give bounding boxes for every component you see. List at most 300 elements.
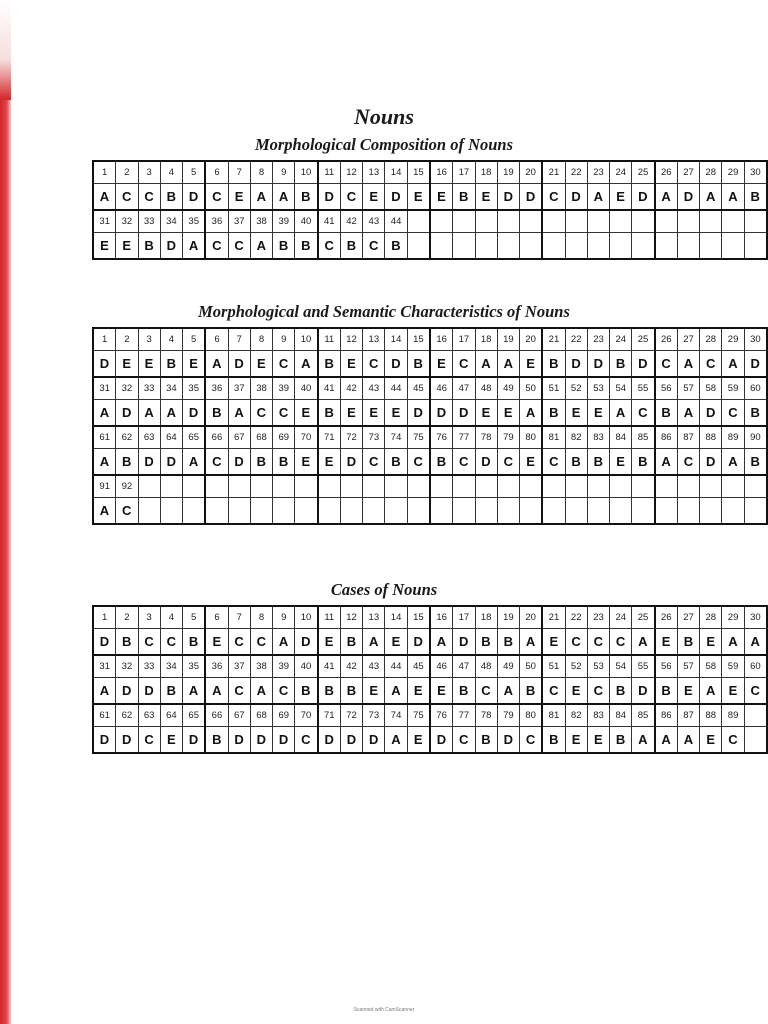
answer-cell: C xyxy=(632,400,655,427)
empty-cell xyxy=(587,475,609,498)
question-number: 74 xyxy=(385,704,407,727)
answer-cell: E xyxy=(430,678,453,705)
question-number: 25 xyxy=(632,328,655,351)
answer-cell: D xyxy=(228,727,250,754)
empty-cell xyxy=(542,210,565,233)
answer-cell: D xyxy=(700,449,722,476)
question-number: 30 xyxy=(744,606,767,629)
question-number: 36 xyxy=(205,655,228,678)
question-number: 8 xyxy=(250,328,272,351)
answer-cell: C xyxy=(542,678,565,705)
question-number: 72 xyxy=(340,704,362,727)
empty-cell xyxy=(744,498,767,525)
question-number: 31 xyxy=(93,210,116,233)
question-number: 86 xyxy=(655,426,678,449)
answer-cell: C xyxy=(318,233,341,260)
empty-cell xyxy=(722,233,744,260)
answer-cell: B xyxy=(542,400,565,427)
question-number: 18 xyxy=(475,161,497,184)
empty-cell xyxy=(475,233,497,260)
answer-cell: C xyxy=(250,629,272,656)
answer-cell: D xyxy=(677,184,699,211)
answer-cell: A xyxy=(632,727,655,754)
answer-cell: E xyxy=(542,629,565,656)
question-number-row xyxy=(93,377,767,400)
answer-cell: E xyxy=(475,400,497,427)
question-number: 62 xyxy=(116,704,138,727)
answer-cell: E xyxy=(610,184,632,211)
question-number: 44 xyxy=(385,210,407,233)
answer-cell: E xyxy=(677,678,699,705)
question-number: 16 xyxy=(430,328,453,351)
answer-cell: E xyxy=(655,629,678,656)
question-number: 60 xyxy=(744,377,767,400)
empty-cell xyxy=(655,498,678,525)
question-number: 16 xyxy=(430,606,453,629)
question-number: 65 xyxy=(183,704,206,727)
question-number: 68 xyxy=(250,426,272,449)
answer-cell: E xyxy=(407,678,430,705)
question-number: 69 xyxy=(273,704,295,727)
answer-cell: C xyxy=(138,184,160,211)
question-number: 26 xyxy=(655,328,678,351)
question-number: 45 xyxy=(407,655,430,678)
answer-cell: D xyxy=(93,727,116,754)
question-number: 34 xyxy=(160,210,182,233)
answer-cell: E xyxy=(363,678,385,705)
question-number: 22 xyxy=(565,161,587,184)
answer-cell: E xyxy=(700,727,722,754)
empty-cell xyxy=(453,475,475,498)
answer-cell: B xyxy=(610,678,632,705)
empty-cell xyxy=(700,475,722,498)
question-number: 29 xyxy=(722,328,744,351)
answer-cell: A xyxy=(677,727,699,754)
question-number: 28 xyxy=(700,328,722,351)
answer-cell: E xyxy=(475,184,497,211)
answer-cell: B xyxy=(542,351,565,378)
question-number: 64 xyxy=(160,704,182,727)
section-title-composition: Morphological Composition of Nouns xyxy=(254,135,514,154)
question-number: 61 xyxy=(93,426,116,449)
question-number: 13 xyxy=(363,161,385,184)
question-number: 77 xyxy=(453,704,475,727)
answer-cell: A xyxy=(93,400,116,427)
empty-cell xyxy=(610,210,632,233)
question-number: 40 xyxy=(295,377,318,400)
scanner-footer: Scanned with CamScanner xyxy=(353,1007,415,1013)
question-number: 41 xyxy=(318,210,341,233)
empty-cell xyxy=(160,475,182,498)
question-number: 89 xyxy=(722,426,744,449)
page-edge-top xyxy=(0,0,11,100)
question-number: 12 xyxy=(340,161,362,184)
answer-cell: D xyxy=(587,351,609,378)
answer-cell: A xyxy=(520,629,543,656)
empty-cell xyxy=(250,475,272,498)
answer-cell: A xyxy=(655,184,678,211)
question-number: 5 xyxy=(183,606,206,629)
answer-cell: D xyxy=(116,400,138,427)
question-number: 3 xyxy=(138,606,160,629)
empty-cell xyxy=(542,233,565,260)
answer-cell: C xyxy=(453,351,475,378)
question-number: 73 xyxy=(363,426,385,449)
answer-cell: A xyxy=(722,449,744,476)
empty-cell xyxy=(385,475,407,498)
answer-cell: B xyxy=(295,184,318,211)
answer-cell: C xyxy=(475,678,497,705)
question-number: 86 xyxy=(655,704,678,727)
answer-cell: E xyxy=(340,400,362,427)
answer-cell: D xyxy=(453,629,475,656)
empty-cell xyxy=(318,498,341,525)
answer-cell: E xyxy=(363,184,385,211)
answer-cell: E xyxy=(295,449,318,476)
question-number: 88 xyxy=(700,704,722,727)
answer-cell: E xyxy=(407,727,430,754)
question-number: 33 xyxy=(138,655,160,678)
empty-cell xyxy=(587,498,609,525)
answer-cell: B xyxy=(318,351,341,378)
question-number: 54 xyxy=(610,655,632,678)
question-number: 14 xyxy=(385,161,407,184)
answer-cell: D xyxy=(430,400,453,427)
answer-cell: E xyxy=(183,351,206,378)
empty-cell xyxy=(542,498,565,525)
empty-cell xyxy=(565,498,587,525)
answer-row xyxy=(93,629,767,656)
question-number: 57 xyxy=(677,655,699,678)
question-number: 37 xyxy=(228,210,250,233)
question-number-row xyxy=(93,475,767,498)
answer-cell: E xyxy=(116,233,138,260)
answer-grid-cases xyxy=(92,605,768,754)
question-number: 14 xyxy=(385,606,407,629)
answer-cell: A xyxy=(183,449,206,476)
empty-cell xyxy=(587,210,609,233)
answer-cell: C xyxy=(677,449,699,476)
question-number: 49 xyxy=(497,655,519,678)
question-number: 37 xyxy=(228,655,250,678)
answer-cell: D xyxy=(183,184,206,211)
answer-cell: B xyxy=(655,678,678,705)
empty-cell xyxy=(407,475,430,498)
question-number: 17 xyxy=(453,328,475,351)
answer-cell: C xyxy=(453,449,475,476)
empty-cell xyxy=(632,498,655,525)
empty-cell xyxy=(497,475,519,498)
answer-cell: D xyxy=(632,351,655,378)
answer-cell: A xyxy=(520,400,543,427)
question-number: 28 xyxy=(700,606,722,629)
empty-cell xyxy=(250,498,272,525)
empty-cell xyxy=(497,233,519,260)
question-number: 78 xyxy=(475,704,497,727)
answer-cell: A xyxy=(183,678,206,705)
question-number: 35 xyxy=(183,655,206,678)
answer-cell: C xyxy=(273,351,295,378)
question-number: 23 xyxy=(587,328,609,351)
question-number: 56 xyxy=(655,655,678,678)
answer-cell: E xyxy=(295,400,318,427)
question-number-row xyxy=(93,426,767,449)
answer-cell: C xyxy=(205,449,228,476)
empty-cell xyxy=(565,233,587,260)
question-number: 29 xyxy=(722,161,744,184)
answer-cell: D xyxy=(430,727,453,754)
answer-cell: B xyxy=(295,678,318,705)
answer-cell: E xyxy=(138,351,160,378)
answer-cell: C xyxy=(520,727,543,754)
question-number: 4 xyxy=(160,161,182,184)
answer-cell: E xyxy=(565,727,587,754)
question-number: 38 xyxy=(250,655,272,678)
question-number: 10 xyxy=(295,161,318,184)
question-number: 9 xyxy=(273,328,295,351)
question-number: 80 xyxy=(520,704,543,727)
answer-cell: D xyxy=(363,727,385,754)
answer-cell: A xyxy=(677,351,699,378)
question-number: 11 xyxy=(318,161,341,184)
question-number: 38 xyxy=(250,377,272,400)
answer-cell: A xyxy=(273,184,295,211)
question-number: 18 xyxy=(475,328,497,351)
answer-cell: E xyxy=(407,184,430,211)
answer-cell: B xyxy=(520,678,543,705)
answer-cell: A xyxy=(273,629,295,656)
question-number: 36 xyxy=(205,377,228,400)
answer-cell: C xyxy=(273,400,295,427)
answer-cell: D xyxy=(632,678,655,705)
empty-cell xyxy=(160,498,182,525)
empty-cell xyxy=(430,210,453,233)
question-number: 70 xyxy=(295,426,318,449)
question-number: 76 xyxy=(430,426,453,449)
answer-cell: B xyxy=(183,629,206,656)
answer-cell: A xyxy=(497,678,519,705)
answer-row xyxy=(93,727,767,754)
empty-cell xyxy=(744,704,767,727)
answer-cell: E xyxy=(520,449,543,476)
answer-cell: C xyxy=(138,727,160,754)
question-number: 13 xyxy=(363,606,385,629)
answer-cell: B xyxy=(430,449,453,476)
answer-cell: C xyxy=(116,498,138,525)
question-number: 43 xyxy=(363,377,385,400)
empty-cell xyxy=(407,498,430,525)
question-number: 83 xyxy=(587,704,609,727)
question-number: 81 xyxy=(542,426,565,449)
answer-cell: E xyxy=(722,678,744,705)
answer-cell: D xyxy=(407,400,430,427)
question-number: 92 xyxy=(116,475,138,498)
answer-cell: E xyxy=(385,629,407,656)
empty-cell xyxy=(340,475,362,498)
answer-cell: D xyxy=(93,629,116,656)
answer-cell: C xyxy=(116,184,138,211)
answer-cell: C xyxy=(497,449,519,476)
answer-cell: B xyxy=(138,233,160,260)
empty-cell xyxy=(183,475,206,498)
answer-row xyxy=(93,400,767,427)
question-number: 47 xyxy=(453,655,475,678)
answer-cell: E xyxy=(587,727,609,754)
question-number: 20 xyxy=(520,328,543,351)
empty-cell xyxy=(610,475,632,498)
question-number-row xyxy=(93,161,767,184)
question-number-row xyxy=(93,606,767,629)
answer-cell: D xyxy=(520,184,543,211)
empty-cell xyxy=(430,233,453,260)
answer-cell: B xyxy=(160,184,182,211)
question-number: 43 xyxy=(363,655,385,678)
question-number: 73 xyxy=(363,704,385,727)
question-number: 45 xyxy=(407,377,430,400)
answer-cell: E xyxy=(250,351,272,378)
answer-cell: B xyxy=(340,678,362,705)
answer-cell: D xyxy=(318,184,341,211)
question-number: 9 xyxy=(273,161,295,184)
question-number: 71 xyxy=(318,704,341,727)
question-number: 24 xyxy=(610,606,632,629)
question-number: 71 xyxy=(318,426,341,449)
answer-cell: B xyxy=(744,184,767,211)
answer-cell: E xyxy=(430,184,453,211)
answer-cell: D xyxy=(183,727,206,754)
question-number: 84 xyxy=(610,426,632,449)
answer-cell: A xyxy=(655,449,678,476)
empty-cell xyxy=(138,498,160,525)
question-number: 79 xyxy=(497,704,519,727)
question-number: 52 xyxy=(565,655,587,678)
question-number: 87 xyxy=(677,426,699,449)
question-number: 1 xyxy=(93,328,116,351)
answer-cell: A xyxy=(363,629,385,656)
answer-cell: C xyxy=(250,400,272,427)
answer-grid-composition xyxy=(92,160,768,260)
empty-cell xyxy=(744,475,767,498)
answer-cell: B xyxy=(744,449,767,476)
question-number: 27 xyxy=(677,606,699,629)
question-number: 42 xyxy=(340,655,362,678)
question-number: 1 xyxy=(93,161,116,184)
empty-cell xyxy=(632,210,655,233)
question-number: 8 xyxy=(250,161,272,184)
answer-cell: D xyxy=(116,727,138,754)
answer-cell: C xyxy=(542,449,565,476)
question-number: 18 xyxy=(475,606,497,629)
answer-cell: A xyxy=(93,498,116,525)
answer-cell: C xyxy=(340,184,362,211)
answer-cell: B xyxy=(744,400,767,427)
empty-cell xyxy=(744,727,767,754)
answer-cell: C xyxy=(542,184,565,211)
answer-cell: B xyxy=(655,400,678,427)
answer-cell: B xyxy=(340,629,362,656)
question-number: 25 xyxy=(632,161,655,184)
question-number: 11 xyxy=(318,606,341,629)
empty-cell xyxy=(610,498,632,525)
answer-cell: A xyxy=(655,727,678,754)
question-number: 23 xyxy=(587,161,609,184)
empty-cell xyxy=(677,233,699,260)
answer-cell: B xyxy=(475,727,497,754)
empty-cell xyxy=(700,233,722,260)
question-number: 80 xyxy=(520,426,543,449)
answer-row xyxy=(93,351,767,378)
answer-cell: A xyxy=(587,184,609,211)
answer-cell: A xyxy=(722,351,744,378)
empty-cell xyxy=(475,498,497,525)
question-number: 57 xyxy=(677,377,699,400)
empty-cell xyxy=(565,475,587,498)
answer-cell: A xyxy=(160,400,182,427)
question-number: 20 xyxy=(520,161,543,184)
answer-cell: D xyxy=(385,184,407,211)
empty-cell xyxy=(205,498,228,525)
answer-cell: B xyxy=(453,678,475,705)
answer-cell: E xyxy=(565,400,587,427)
empty-cell xyxy=(363,498,385,525)
answer-cell: C xyxy=(363,449,385,476)
question-number: 46 xyxy=(430,655,453,678)
answer-cell: A xyxy=(700,184,722,211)
question-number: 15 xyxy=(407,606,430,629)
answer-cell: C xyxy=(228,678,250,705)
question-number: 42 xyxy=(340,210,362,233)
question-number: 19 xyxy=(497,161,519,184)
answer-cell: D xyxy=(475,449,497,476)
question-number: 66 xyxy=(205,704,228,727)
question-number: 59 xyxy=(722,655,744,678)
answer-cell: D xyxy=(228,351,250,378)
answer-cell: A xyxy=(205,678,228,705)
question-number: 21 xyxy=(542,606,565,629)
answer-cell: A xyxy=(722,184,744,211)
question-number: 42 xyxy=(340,377,362,400)
answer-cell: C xyxy=(363,233,385,260)
answer-cell: D xyxy=(160,233,182,260)
answer-cell: D xyxy=(295,629,318,656)
answer-row xyxy=(93,184,767,211)
question-number: 6 xyxy=(205,328,228,351)
question-number: 22 xyxy=(565,328,587,351)
answer-row xyxy=(93,678,767,705)
empty-cell xyxy=(632,475,655,498)
question-number: 30 xyxy=(744,161,767,184)
answer-cell: A xyxy=(722,629,744,656)
answer-cell: B xyxy=(116,629,138,656)
question-number: 58 xyxy=(700,655,722,678)
question-number: 28 xyxy=(700,161,722,184)
answer-cell: D xyxy=(250,727,272,754)
answer-cell: B xyxy=(497,629,519,656)
answer-cell: C xyxy=(565,629,587,656)
answer-cell: E xyxy=(205,629,228,656)
empty-cell xyxy=(497,210,519,233)
question-number: 15 xyxy=(407,328,430,351)
question-number: 70 xyxy=(295,704,318,727)
question-number: 36 xyxy=(205,210,228,233)
question-number: 2 xyxy=(116,328,138,351)
answer-cell: B xyxy=(385,449,407,476)
answer-cell: B xyxy=(273,449,295,476)
answer-cell: D xyxy=(407,629,430,656)
question-number: 33 xyxy=(138,210,160,233)
page-title: Nouns xyxy=(354,104,414,129)
question-number: 76 xyxy=(430,704,453,727)
